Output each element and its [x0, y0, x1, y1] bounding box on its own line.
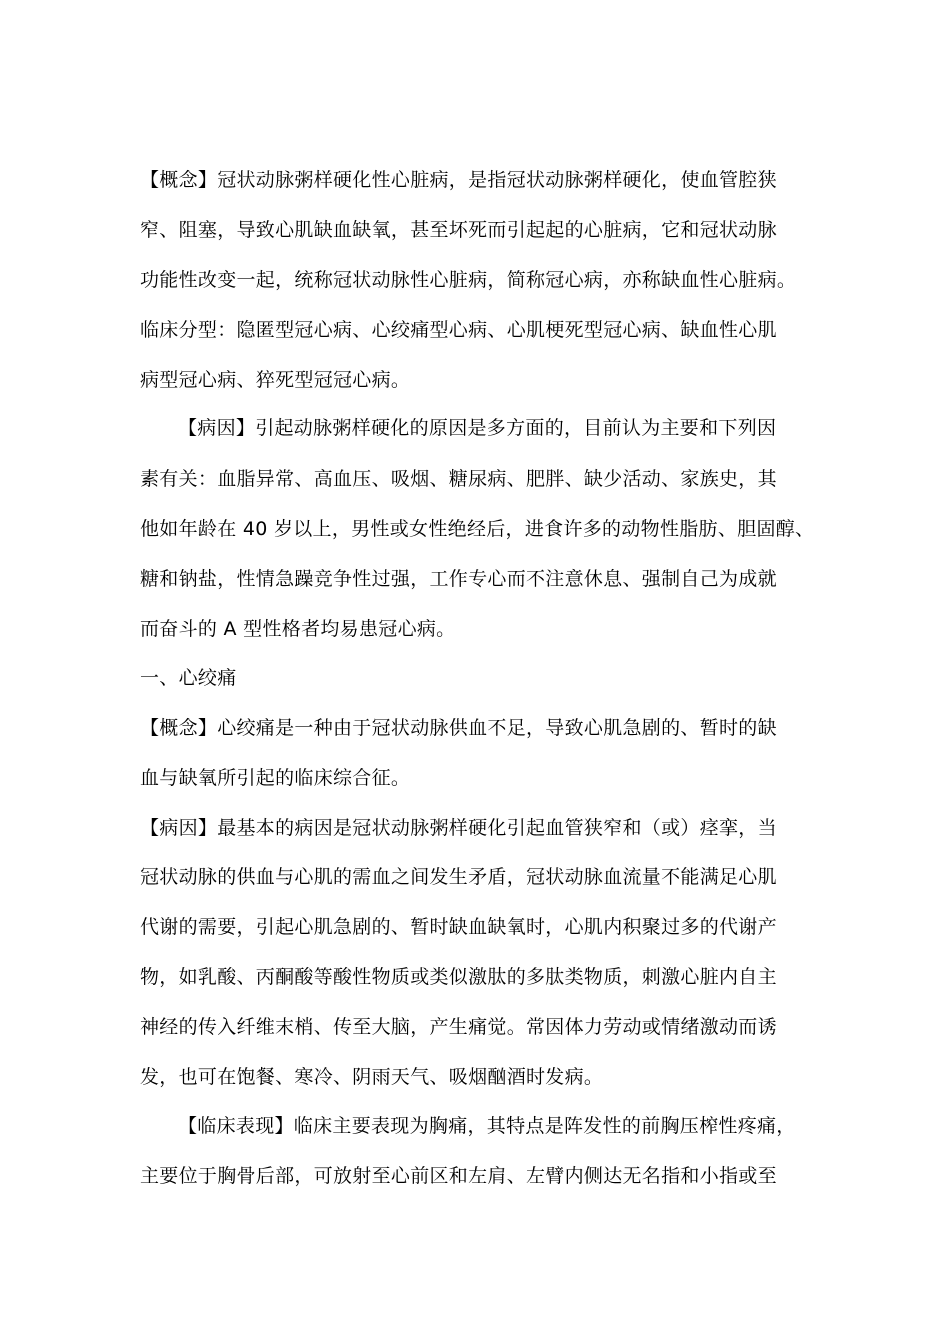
- paragraph-clinical-line-2: 主要位于胸骨后部，可放射至心前区和左肩、左臂内侧达无名指和小指或至: [140, 1165, 777, 1187]
- paragraph-angina-cause-line-2: 冠状动脉的供血与心肌的需血之间发生矛盾，冠状动脉血流量不能满足心肌: [140, 866, 777, 888]
- paragraph-angina-cause-line-3: 代谢的需要，引起心肌急剧的、暂时缺血缺氧时，心肌内积聚过多的代谢产: [140, 916, 777, 938]
- paragraph-clinical-line-1: 【临床表现】临床主要表现为胸痛，其特点是阵发性的前胸压榨性疼痛，: [178, 1115, 796, 1137]
- section-heading-angina: 一、心绞痛: [140, 667, 237, 689]
- paragraph-angina-concept-line-2: 血与缺氧所引起的临床综合征。: [140, 767, 411, 789]
- paragraph-cause-line-5: 而奋斗的 A 型性格者均易患冠心病。: [140, 618, 456, 640]
- paragraph-cause-line-1: 【病因】引起动脉粥样硬化的原因是多方面的，目前认为主要和下列因: [178, 417, 777, 439]
- paragraph-angina-cause-line-5: 神经的传入纤维末梢、传至大脑，产生痛觉。常因体力劳动或情绪激动而诱: [140, 1016, 777, 1038]
- paragraph-angina-cause-line-1: 【病因】最基本的病因是冠状动脉粥样硬化引起血管狭窄和（或）痉挛，当: [140, 817, 777, 839]
- paragraph-concept-line-1: 【概念】冠状动脉粥样硬化性心脏病，是指冠状动脉粥样硬化，使血管腔狭: [140, 169, 777, 191]
- paragraph-angina-concept-line-1: 【概念】心绞痛是一种由于冠状动脉供血不足，导致心肌急剧的、暂时的缺: [140, 717, 777, 739]
- paragraph-concept-line-5: 病型冠心病、猝死型冠冠心病。: [140, 369, 411, 391]
- paragraph-cause-line-2: 素有关：血脂异常、高血压、吸烟、糖尿病、肥胖、缺少活动、家族史，其: [140, 468, 777, 490]
- paragraph-concept-line-4: 临床分型：隐匿型冠心病、心绞痛型心病、心肌梗死型冠心病、缺血性心肌: [140, 319, 777, 341]
- paragraph-cause-line-4: 糖和钠盐，性情急躁竞争性过强，工作专心而不注意休息、强制自己为成就: [140, 568, 777, 590]
- paragraph-angina-cause-line-4: 物，如乳酸、丙酮酸等酸性物质或类似激肽的多肽类物质，刺激心脏内自主: [140, 966, 777, 988]
- paragraph-concept-line-3: 功能性改变一起，统称冠状动脉性心脏病，简称冠心病，亦称缺血性心脏病。: [140, 269, 797, 291]
- paragraph-concept-line-2: 窄、阻塞，导致心肌缺血缺氧，甚至坏死而引起起的心脏病，它和冠状动脉: [140, 219, 777, 241]
- paragraph-cause-line-3: 他如年龄在 40 岁以上，男性或女性绝经后，进食许多的动物性脂肪、胆固醇、: [140, 518, 815, 540]
- paragraph-angina-cause-line-6: 发，也可在饱餐、寒冷、阴雨天气、吸烟酗酒时发病。: [140, 1066, 604, 1088]
